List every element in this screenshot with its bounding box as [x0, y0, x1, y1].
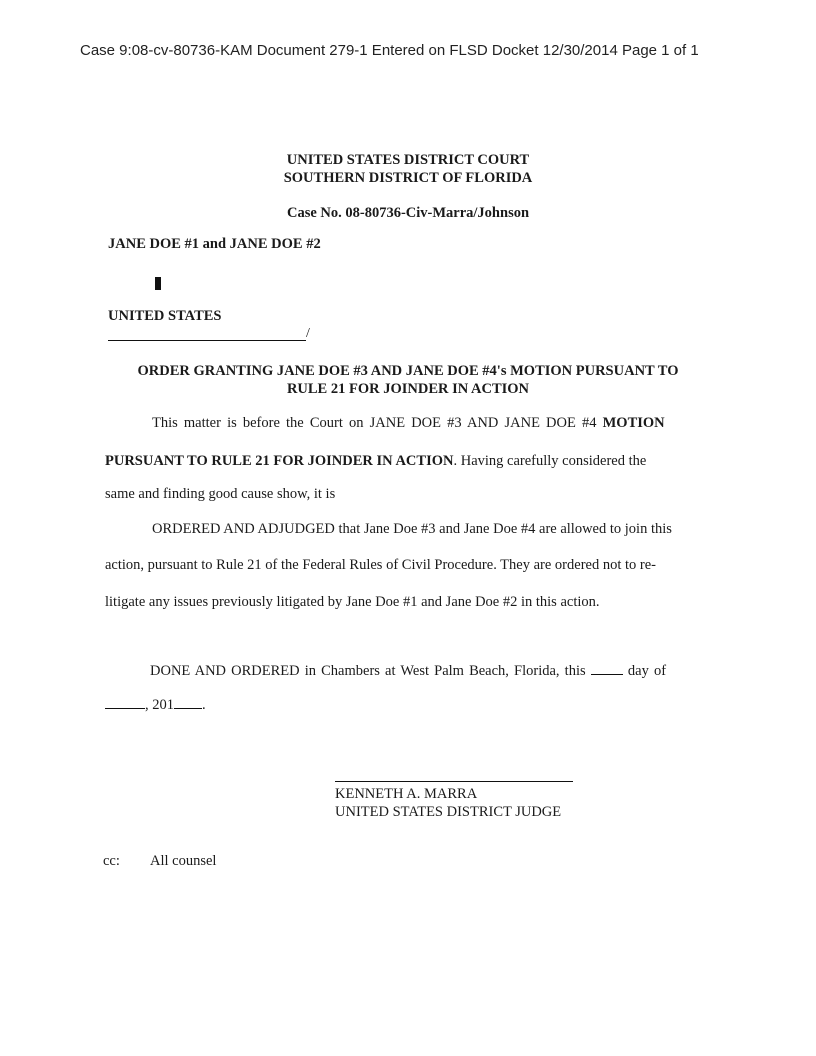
month-blank — [105, 696, 145, 709]
p1-plain-text: This matter is before the Court on JANE DOE #3 AND JANE DOE #4 — [152, 415, 603, 431]
p1-bold-text: MOTION — [602, 415, 665, 431]
body-paragraph-3-line-2 — [105, 696, 206, 714]
judge-title: UNITED STATES DISTRICT JUDGE — [335, 804, 562, 820]
caption-defendant: UNITED STATES — [108, 308, 222, 324]
body-paragraph-1-line-3: same and finding good cause show, it is — [105, 486, 336, 502]
order-title-line-2: RULE 21 FOR JOINDER IN ACTION — [286, 381, 530, 397]
versus-mark — [155, 277, 161, 290]
p1-line2-text: . Having carefully considered the — [453, 453, 647, 469]
p1-motion-title: PURSUANT TO RULE 21 FOR JOINDER IN ACTION — [105, 453, 454, 469]
body-paragraph-1-line-1 — [152, 415, 665, 432]
court-district: SOUTHERN DISTRICT OF FLORIDA — [283, 170, 533, 186]
case-number: Case No. 08-80736-Civ-Marra/Johnson — [286, 205, 530, 221]
day-blank — [591, 662, 623, 675]
caption-plaintiffs: JANE DOE #1 and JANE DOE #2 — [108, 236, 321, 252]
judge-name: KENNETH A. MARRA — [335, 786, 478, 802]
year-blank — [174, 696, 202, 709]
year-prefix: , 201 — [145, 697, 174, 713]
done-ordered-text: DONE AND ORDERED in Chambers at West Palm Beach, Florida, this — [150, 663, 591, 679]
caption-slash: / — [306, 326, 310, 341]
body-paragraph-2-line-2: action, pursuant to Rule 21 of the Federal Rules of Civil Procedure. They are ordered not to re- — [105, 557, 656, 573]
day-of-text: day of — [622, 663, 667, 679]
cc-recipients: All counsel — [150, 853, 217, 869]
cc-label: cc: — [103, 853, 120, 869]
caption-rule — [108, 340, 306, 341]
body-paragraph-2-line-3: litigate any issues previously litigated by Jane Doe #1 and Jane Doe #2 in this action. — [105, 594, 600, 610]
docket-header: Case 9:08-cv-80736-KAM Document 279-1 Entered on FLSD Docket 12/30/2014 Page 1 of 1 — [80, 42, 699, 59]
body-paragraph-1-line-2 — [105, 453, 646, 470]
order-title-line-1: ORDER GRANTING JANE DOE #3 AND JANE DOE #4's MOTION PURSUANT TO — [137, 363, 679, 379]
period-text: . — [202, 697, 206, 713]
court-name: UNITED STATES DISTRICT COURT — [286, 152, 530, 168]
body-paragraph-3-line-1 — [150, 662, 666, 680]
signature-line — [335, 781, 573, 782]
body-paragraph-2-line-1: ORDERED AND ADJUDGED that Jane Doe #3 and Jane Doe #4 are allowed to join this — [152, 521, 672, 537]
